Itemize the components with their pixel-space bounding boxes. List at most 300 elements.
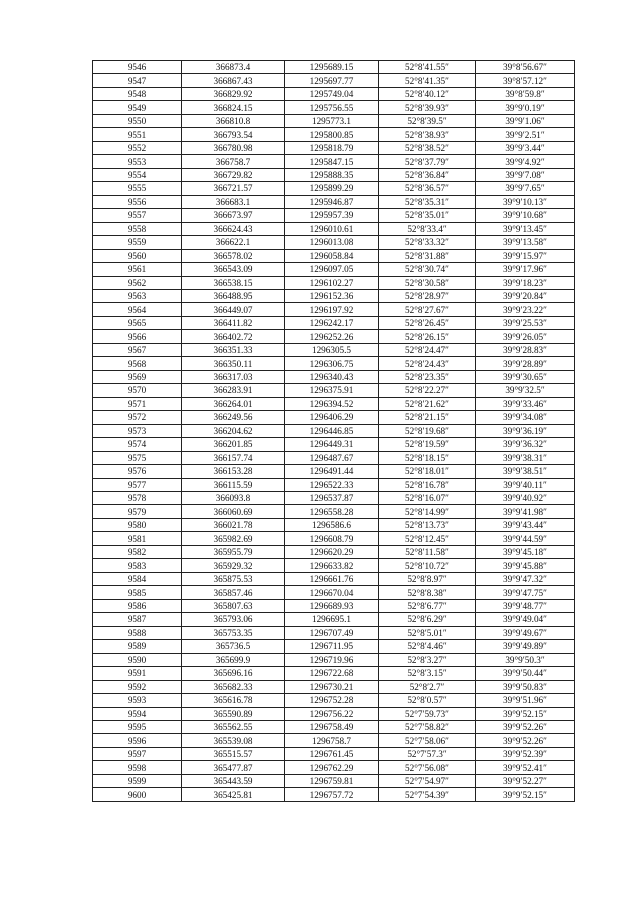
table-row <box>93 182 575 195</box>
longitude-cell: 39°9′52.39″ <box>476 747 575 760</box>
point-number-cell: 9599 <box>93 774 182 787</box>
y-coordinate-cell: 1296761.45 <box>285 747 379 760</box>
x-coordinate-cell: 365682.33 <box>182 680 285 693</box>
point-number-cell: 9546 <box>93 61 182 74</box>
table-row <box>93 397 575 410</box>
longitude-cell: 39°9′23.22″ <box>476 303 575 316</box>
point-number-cell: 9594 <box>93 707 182 720</box>
y-coordinate-cell: 1295957.39 <box>285 209 379 222</box>
y-coordinate-cell: 1296722.68 <box>285 667 379 680</box>
point-number-cell: 9553 <box>93 155 182 168</box>
x-coordinate-cell: 366683.1 <box>182 195 285 208</box>
y-coordinate-cell: 1295818.79 <box>285 141 379 154</box>
latitude-cell: 52°7′58.06″ <box>379 734 476 747</box>
longitude-cell: 39°9′49.04″ <box>476 613 575 626</box>
y-coordinate-cell: 1296719.96 <box>285 653 379 666</box>
point-number-cell: 9563 <box>93 289 182 302</box>
x-coordinate-cell: 366824.15 <box>182 101 285 114</box>
latitude-cell: 52°8′4.46″ <box>379 640 476 653</box>
y-coordinate-cell: 1296305.5 <box>285 343 379 356</box>
longitude-cell: 39°9′47.32″ <box>476 572 575 585</box>
x-coordinate-cell: 366780.98 <box>182 141 285 154</box>
x-coordinate-cell: 366201.85 <box>182 438 285 451</box>
y-coordinate-cell: 1295697.77 <box>285 74 379 87</box>
y-coordinate-cell: 1295800.85 <box>285 128 379 141</box>
x-coordinate-cell: 366204.62 <box>182 424 285 437</box>
table-row <box>93 411 575 424</box>
x-coordinate-cell: 365443.59 <box>182 774 285 787</box>
longitude-cell: 39°9′18.23″ <box>476 276 575 289</box>
table-row <box>93 532 575 545</box>
x-coordinate-cell: 365982.69 <box>182 532 285 545</box>
y-coordinate-cell: 1296752.28 <box>285 694 379 707</box>
point-number-cell: 9576 <box>93 465 182 478</box>
longitude-cell: 39°9′25.53″ <box>476 316 575 329</box>
table-row <box>93 316 575 329</box>
longitude-cell: 39°9′52.26″ <box>476 720 575 733</box>
point-number-cell: 9551 <box>93 128 182 141</box>
longitude-cell: 39°9′36.19″ <box>476 424 575 437</box>
longitude-cell: 39°9′45.18″ <box>476 545 575 558</box>
latitude-cell: 52°8′23.35″ <box>379 370 476 383</box>
y-coordinate-cell: 1296670.04 <box>285 586 379 599</box>
x-coordinate-cell: 366873.4 <box>182 61 285 74</box>
point-number-cell: 9596 <box>93 734 182 747</box>
latitude-cell: 52°8′37.79″ <box>379 155 476 168</box>
table-row <box>93 478 575 491</box>
table-row <box>93 87 575 100</box>
table-row <box>93 734 575 747</box>
point-number-cell: 9550 <box>93 114 182 127</box>
longitude-cell: 39°9′30.65″ <box>476 370 575 383</box>
x-coordinate-cell: 365753.35 <box>182 626 285 639</box>
coordinates-table <box>92 60 575 802</box>
latitude-cell: 52°8′33.32″ <box>379 236 476 249</box>
y-coordinate-cell: 1296406.29 <box>285 411 379 424</box>
longitude-cell: 39°9′40.92″ <box>476 492 575 505</box>
table-row <box>93 370 575 383</box>
longitude-cell: 39°9′15.97″ <box>476 249 575 262</box>
longitude-cell: 39°9′20.84″ <box>476 289 575 302</box>
y-coordinate-cell: 1295749.04 <box>285 87 379 100</box>
latitude-cell: 52°8′19.59″ <box>379 438 476 451</box>
point-number-cell: 9565 <box>93 316 182 329</box>
y-coordinate-cell: 1296711.95 <box>285 640 379 653</box>
point-number-cell: 9589 <box>93 640 182 653</box>
table-row <box>93 195 575 208</box>
longitude-cell: 39°9′49.89″ <box>476 640 575 653</box>
table-row <box>93 155 575 168</box>
x-coordinate-cell: 365515.57 <box>182 747 285 760</box>
point-number-cell: 9578 <box>93 492 182 505</box>
latitude-cell: 52°8′26.15″ <box>379 330 476 343</box>
longitude-cell: 39°9′0.19″ <box>476 101 575 114</box>
x-coordinate-cell: 365807.63 <box>182 599 285 612</box>
y-coordinate-cell: 1296152.36 <box>285 289 379 302</box>
latitude-cell: 52°8′6.29″ <box>379 613 476 626</box>
longitude-cell: 39°9′17.96″ <box>476 263 575 276</box>
x-coordinate-cell: 366810.8 <box>182 114 285 127</box>
longitude-cell: 39°9′45.88″ <box>476 559 575 572</box>
latitude-cell: 52°7′54.97″ <box>379 774 476 787</box>
point-number-cell: 9556 <box>93 195 182 208</box>
latitude-cell: 52°8′39.5″ <box>379 114 476 127</box>
longitude-cell: 39°9′3.44″ <box>476 141 575 154</box>
x-coordinate-cell: 366093.8 <box>182 492 285 505</box>
latitude-cell: 52°8′12.45″ <box>379 532 476 545</box>
point-number-cell: 9560 <box>93 249 182 262</box>
point-number-cell: 9577 <box>93 478 182 491</box>
x-coordinate-cell: 366249.56 <box>182 411 285 424</box>
y-coordinate-cell: 1295773.1 <box>285 114 379 127</box>
y-coordinate-cell: 1296689.93 <box>285 599 379 612</box>
y-coordinate-cell: 1296758.7 <box>285 734 379 747</box>
y-coordinate-cell: 1296375.91 <box>285 384 379 397</box>
table-row <box>93 774 575 787</box>
point-number-cell: 9587 <box>93 613 182 626</box>
latitude-cell: 52°8′33.4″ <box>379 222 476 235</box>
y-coordinate-cell: 1296252.26 <box>285 330 379 343</box>
longitude-cell: 39°9′26.05″ <box>476 330 575 343</box>
x-coordinate-cell: 366538.15 <box>182 276 285 289</box>
latitude-cell: 52°8′21.62″ <box>379 397 476 410</box>
y-coordinate-cell: 1296758.49 <box>285 720 379 733</box>
table-row <box>93 451 575 464</box>
x-coordinate-cell: 365616.78 <box>182 694 285 707</box>
latitude-cell: 52°8′41.55″ <box>379 61 476 74</box>
longitude-cell: 39°9′34.08″ <box>476 411 575 424</box>
x-coordinate-cell: 366673.97 <box>182 209 285 222</box>
latitude-cell: 52°7′59.73″ <box>379 707 476 720</box>
longitude-cell: 39°9′47.75″ <box>476 586 575 599</box>
y-coordinate-cell: 1296695.1 <box>285 613 379 626</box>
point-number-cell: 9567 <box>93 343 182 356</box>
table-row <box>93 747 575 760</box>
x-coordinate-cell: 366622.1 <box>182 236 285 249</box>
point-number-cell: 9583 <box>93 559 182 572</box>
point-number-cell: 9570 <box>93 384 182 397</box>
y-coordinate-cell: 1296102.27 <box>285 276 379 289</box>
table-row <box>93 572 575 585</box>
latitude-cell: 52°8′24.43″ <box>379 357 476 370</box>
latitude-cell: 52°8′30.74″ <box>379 263 476 276</box>
latitude-cell: 52°8′24.47″ <box>379 343 476 356</box>
x-coordinate-cell: 366543.09 <box>182 263 285 276</box>
longitude-cell: 39°9′10.68″ <box>476 209 575 222</box>
longitude-cell: 39°9′49.67″ <box>476 626 575 639</box>
table-row <box>93 303 575 316</box>
longitude-cell: 39°9′32.5″ <box>476 384 575 397</box>
point-number-cell: 9600 <box>93 788 182 801</box>
x-coordinate-cell: 366829.92 <box>182 87 285 100</box>
latitude-cell: 52°8′38.93″ <box>379 128 476 141</box>
latitude-cell: 52°8′30.58″ <box>379 276 476 289</box>
longitude-cell: 39°9′4.92″ <box>476 155 575 168</box>
point-number-cell: 9552 <box>93 141 182 154</box>
x-coordinate-cell: 366793.54 <box>182 128 285 141</box>
coordinates-table-body <box>93 61 575 802</box>
y-coordinate-cell: 1296449.31 <box>285 438 379 451</box>
y-coordinate-cell: 1296759.81 <box>285 774 379 787</box>
latitude-cell: 52°8′16.07″ <box>379 492 476 505</box>
latitude-cell: 52°7′57.3″ <box>379 747 476 760</box>
table-row <box>93 680 575 693</box>
y-coordinate-cell: 1296762.29 <box>285 761 379 774</box>
point-number-cell: 9547 <box>93 74 182 87</box>
x-coordinate-cell: 366021.78 <box>182 518 285 531</box>
point-number-cell: 9562 <box>93 276 182 289</box>
latitude-cell: 52°8′41.35″ <box>379 74 476 87</box>
y-coordinate-cell: 1296394.52 <box>285 397 379 410</box>
longitude-cell: 39°9′28.89″ <box>476 357 575 370</box>
point-number-cell: 9575 <box>93 451 182 464</box>
x-coordinate-cell: 366264.01 <box>182 397 285 410</box>
point-number-cell: 9593 <box>93 694 182 707</box>
point-number-cell: 9549 <box>93 101 182 114</box>
y-coordinate-cell: 1296446.85 <box>285 424 379 437</box>
y-coordinate-cell: 1296608.79 <box>285 532 379 545</box>
x-coordinate-cell: 365590.89 <box>182 707 285 720</box>
longitude-cell: 39°8′56.67″ <box>476 61 575 74</box>
table-row <box>93 343 575 356</box>
table-row <box>93 465 575 478</box>
latitude-cell: 52°8′35.01″ <box>379 209 476 222</box>
y-coordinate-cell: 1295946.87 <box>285 195 379 208</box>
y-coordinate-cell: 1296558.28 <box>285 505 379 518</box>
table-row <box>93 330 575 343</box>
x-coordinate-cell: 366867.43 <box>182 74 285 87</box>
table-row <box>93 720 575 733</box>
longitude-cell: 39°9′13.45″ <box>476 222 575 235</box>
point-number-cell: 9598 <box>93 761 182 774</box>
latitude-cell: 52°8′8.97″ <box>379 572 476 585</box>
table-row <box>93 788 575 801</box>
table-row <box>93 263 575 276</box>
point-number-cell: 9579 <box>93 505 182 518</box>
point-number-cell: 9557 <box>93 209 182 222</box>
longitude-cell: 39°8′57.12″ <box>476 74 575 87</box>
table-row <box>93 101 575 114</box>
longitude-cell: 39°9′52.15″ <box>476 788 575 801</box>
point-number-cell: 9548 <box>93 87 182 100</box>
point-number-cell: 9595 <box>93 720 182 733</box>
table-row <box>93 384 575 397</box>
table-row <box>93 599 575 612</box>
latitude-cell: 52°8′5.01″ <box>379 626 476 639</box>
latitude-cell: 52°8′40.12″ <box>379 87 476 100</box>
latitude-cell: 52°8′18.15″ <box>379 451 476 464</box>
y-coordinate-cell: 1295888.35 <box>285 168 379 181</box>
point-number-cell: 9558 <box>93 222 182 235</box>
y-coordinate-cell: 1296242.17 <box>285 316 379 329</box>
table-row <box>93 667 575 680</box>
table-row <box>93 518 575 531</box>
y-coordinate-cell: 1296340.43 <box>285 370 379 383</box>
point-number-cell: 9585 <box>93 586 182 599</box>
point-number-cell: 9571 <box>93 397 182 410</box>
x-coordinate-cell: 365562.55 <box>182 720 285 733</box>
y-coordinate-cell: 1296058.84 <box>285 249 379 262</box>
table-row <box>93 289 575 302</box>
table-row <box>93 761 575 774</box>
x-coordinate-cell: 366153.28 <box>182 465 285 478</box>
longitude-cell: 39°9′51.96″ <box>476 694 575 707</box>
point-number-cell: 9572 <box>93 411 182 424</box>
x-coordinate-cell: 366721.57 <box>182 182 285 195</box>
latitude-cell: 52°8′2.7″ <box>379 680 476 693</box>
table-row <box>93 249 575 262</box>
longitude-cell: 39°9′38.31″ <box>476 451 575 464</box>
latitude-cell: 52°8′22.27″ <box>379 384 476 397</box>
latitude-cell: 52°8′6.77″ <box>379 599 476 612</box>
table-row <box>93 141 575 154</box>
x-coordinate-cell: 366624.43 <box>182 222 285 235</box>
latitude-cell: 52°8′11.58″ <box>379 545 476 558</box>
point-number-cell: 9588 <box>93 626 182 639</box>
point-number-cell: 9582 <box>93 545 182 558</box>
x-coordinate-cell: 365857.46 <box>182 586 285 599</box>
table-row <box>93 222 575 235</box>
point-number-cell: 9554 <box>93 168 182 181</box>
y-coordinate-cell: 1296756.22 <box>285 707 379 720</box>
latitude-cell: 52°8′14.99″ <box>379 505 476 518</box>
x-coordinate-cell: 366060.69 <box>182 505 285 518</box>
point-number-cell: 9561 <box>93 263 182 276</box>
table-row <box>93 653 575 666</box>
longitude-cell: 39°9′52.41″ <box>476 761 575 774</box>
table-row <box>93 74 575 87</box>
x-coordinate-cell: 365425.81 <box>182 788 285 801</box>
longitude-cell: 39°9′7.65″ <box>476 182 575 195</box>
table-row <box>93 613 575 626</box>
table-row <box>93 640 575 653</box>
table-row <box>93 559 575 572</box>
y-coordinate-cell: 1295756.55 <box>285 101 379 114</box>
table-row <box>93 128 575 141</box>
latitude-cell: 52°8′21.15″ <box>379 411 476 424</box>
table-row <box>93 505 575 518</box>
x-coordinate-cell: 365793.06 <box>182 613 285 626</box>
point-number-cell: 9580 <box>93 518 182 531</box>
y-coordinate-cell: 1296306.75 <box>285 357 379 370</box>
longitude-cell: 39°9′2.51″ <box>476 128 575 141</box>
point-number-cell: 9584 <box>93 572 182 585</box>
longitude-cell: 39°9′38.51″ <box>476 465 575 478</box>
longitude-cell: 39°9′7.08″ <box>476 168 575 181</box>
latitude-cell: 52°8′27.67″ <box>379 303 476 316</box>
point-number-cell: 9574 <box>93 438 182 451</box>
table-row <box>93 114 575 127</box>
x-coordinate-cell: 366402.72 <box>182 330 285 343</box>
x-coordinate-cell: 365736.5 <box>182 640 285 653</box>
table-row <box>93 626 575 639</box>
latitude-cell: 52°8′35.31″ <box>379 195 476 208</box>
x-coordinate-cell: 366350.11 <box>182 357 285 370</box>
x-coordinate-cell: 366115.59 <box>182 478 285 491</box>
x-coordinate-cell: 365699.9 <box>182 653 285 666</box>
x-coordinate-cell: 365875.53 <box>182 572 285 585</box>
latitude-cell: 52°7′56.08″ <box>379 761 476 774</box>
point-number-cell: 9592 <box>93 680 182 693</box>
point-number-cell: 9586 <box>93 599 182 612</box>
point-number-cell: 9568 <box>93 357 182 370</box>
x-coordinate-cell: 365929.32 <box>182 559 285 572</box>
point-number-cell: 9555 <box>93 182 182 195</box>
table-row <box>93 236 575 249</box>
x-coordinate-cell: 366449.07 <box>182 303 285 316</box>
x-coordinate-cell: 366729.82 <box>182 168 285 181</box>
longitude-cell: 39°9′52.27″ <box>476 774 575 787</box>
y-coordinate-cell: 1296730.21 <box>285 680 379 693</box>
x-coordinate-cell: 366351.33 <box>182 343 285 356</box>
y-coordinate-cell: 1295847.15 <box>285 155 379 168</box>
y-coordinate-cell: 1296633.82 <box>285 559 379 572</box>
y-coordinate-cell: 1296522.33 <box>285 478 379 491</box>
latitude-cell: 52°8′26.45″ <box>379 316 476 329</box>
table-row <box>93 694 575 707</box>
point-number-cell: 9566 <box>93 330 182 343</box>
latitude-cell: 52°8′3.27″ <box>379 653 476 666</box>
latitude-cell: 52°8′8.38″ <box>379 586 476 599</box>
longitude-cell: 39°9′52.15″ <box>476 707 575 720</box>
y-coordinate-cell: 1295899.29 <box>285 182 379 195</box>
latitude-cell: 52°8′36.57″ <box>379 182 476 195</box>
y-coordinate-cell: 1296197.92 <box>285 303 379 316</box>
x-coordinate-cell: 366488.95 <box>182 289 285 302</box>
x-coordinate-cell: 366283.91 <box>182 384 285 397</box>
latitude-cell: 52°8′13.73″ <box>379 518 476 531</box>
y-coordinate-cell: 1296537.87 <box>285 492 379 505</box>
latitude-cell: 52°7′58.82″ <box>379 720 476 733</box>
y-coordinate-cell: 1296661.76 <box>285 572 379 585</box>
point-number-cell: 9590 <box>93 653 182 666</box>
longitude-cell: 39°9′41.98″ <box>476 505 575 518</box>
latitude-cell: 52°8′28.97″ <box>379 289 476 302</box>
y-coordinate-cell: 1295689.15 <box>285 61 379 74</box>
latitude-cell: 52°8′16.78″ <box>379 478 476 491</box>
x-coordinate-cell: 366758.7 <box>182 155 285 168</box>
y-coordinate-cell: 1296707.49 <box>285 626 379 639</box>
table-row <box>93 438 575 451</box>
latitude-cell: 52°8′31.88″ <box>379 249 476 262</box>
point-number-cell: 9564 <box>93 303 182 316</box>
y-coordinate-cell: 1296097.05 <box>285 263 379 276</box>
longitude-cell: 39°9′52.26″ <box>476 734 575 747</box>
longitude-cell: 39°9′33.46″ <box>476 397 575 410</box>
latitude-cell: 52°8′10.72″ <box>379 559 476 572</box>
x-coordinate-cell: 365955.79 <box>182 545 285 558</box>
y-coordinate-cell: 1296487.67 <box>285 451 379 464</box>
y-coordinate-cell: 1296013.08 <box>285 236 379 249</box>
latitude-cell: 52°7′54.39″ <box>379 788 476 801</box>
longitude-cell: 39°9′43.44″ <box>476 518 575 531</box>
point-number-cell: 9569 <box>93 370 182 383</box>
point-number-cell: 9597 <box>93 747 182 760</box>
longitude-cell: 39°9′44.59″ <box>476 532 575 545</box>
point-number-cell: 9573 <box>93 424 182 437</box>
table-row <box>93 276 575 289</box>
latitude-cell: 52°8′39.93″ <box>379 101 476 114</box>
longitude-cell: 39°9′48.77″ <box>476 599 575 612</box>
longitude-cell: 39°9′28.83″ <box>476 343 575 356</box>
table-row <box>93 586 575 599</box>
longitude-cell: 39°9′50.44″ <box>476 667 575 680</box>
latitude-cell: 52°8′19.68″ <box>379 424 476 437</box>
longitude-cell: 39°9′13.58″ <box>476 236 575 249</box>
y-coordinate-cell: 1296620.29 <box>285 545 379 558</box>
x-coordinate-cell: 366157.74 <box>182 451 285 464</box>
longitude-cell: 39°9′1.06″ <box>476 114 575 127</box>
